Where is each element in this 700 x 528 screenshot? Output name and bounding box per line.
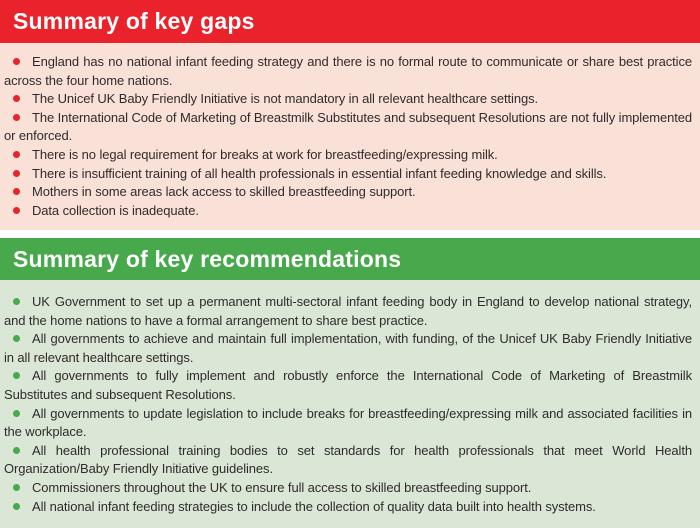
bullet-icon [13,151,20,158]
bullet-icon [13,447,20,454]
list-item-text: All governments to achieve and maintain full implementation, with funding, of the Unicef UK Baby Friendly Initiative in all relevant healthcare settings. [4,331,692,365]
bullet-icon [13,410,20,417]
list-item [4,442,692,479]
bullet-icon [13,503,20,510]
gaps-section-body [0,43,700,230]
list-item [4,109,692,146]
list-item-text: Mothers in some areas lack access to skilled breastfeeding support. [32,184,416,200]
list-item-text: The Unicef UK Baby Friendly Initiative is not mandatory in all relevant healthcare settings. [32,91,538,107]
list-item-text: Commissioners throughout the UK to ensure full access to skilled breastfeeding support. [32,479,532,495]
bullet-icon [13,188,20,195]
list-item-text: All governments to fully implement and robustly enforce the International Code of Marketing of Breastmilk Substitutes and subsequent Resolutions. [4,368,692,402]
bullet-icon [13,484,20,491]
list-item [4,146,692,165]
bullet-icon [13,170,20,177]
gaps-section-title: Summary of key gaps [13,8,255,34]
recommendations-section [0,238,700,528]
list-item-text: There is no legal requirement for breaks at work for breastfeeding/expressing milk. [32,146,498,162]
bullet-icon [13,335,20,342]
list-item [4,498,692,517]
list-item [4,183,692,202]
list-item [4,202,692,221]
list-item-text: All national infant feeding strategies to include the collection of quality data built into health systems. [32,498,596,514]
section-divider [0,230,700,238]
bullet-icon [13,372,20,379]
list-item [4,90,692,109]
bullet-icon [13,114,20,121]
bullet-icon [13,207,20,214]
list-item-text: The International Code of Marketing of Breastmilk Substitutes and subsequent Resolutions are not fully implemented or enforced. [4,109,692,144]
list-item [4,479,692,498]
list-item [4,165,692,184]
gaps-section [0,0,700,230]
list-item [4,367,692,404]
list-item-text: England has no national infant feeding strategy and there is no formal route to communicate or share best practice across the four home nations. [4,54,692,88]
list-item [4,53,692,90]
list-item-text: There is insufficient training of all health professionals in essential infant feeding knowledge and skills. [32,165,607,181]
list-item [4,405,692,442]
bullet-icon [13,95,20,102]
list-item-text: UK Government to set up a permanent multi-sectoral infant feeding body in England to develop national strategy, and the home nations to have a formal arrangement to share best practice. [4,294,692,328]
list-item-text: All governments to update legislation to include breaks for breastfeeding/expressing milk and associated facilities in the workplace. [4,405,692,440]
recommendations-section-body [0,280,700,528]
bullet-icon [13,298,20,305]
list-item [4,293,692,330]
recommendations-section-header [0,238,700,280]
bullet-icon [13,58,20,65]
list-item [4,330,692,367]
list-item-text: Data collection is inadequate. [32,202,199,218]
list-item-text: All health professional training bodies to set standards for health professionals that meet World Health Organization/Baby Friendly Initiative guidelines. [4,442,692,477]
recommendations-section-title: Summary of key recommendations [13,245,402,272]
gaps-section-header [0,0,700,43]
